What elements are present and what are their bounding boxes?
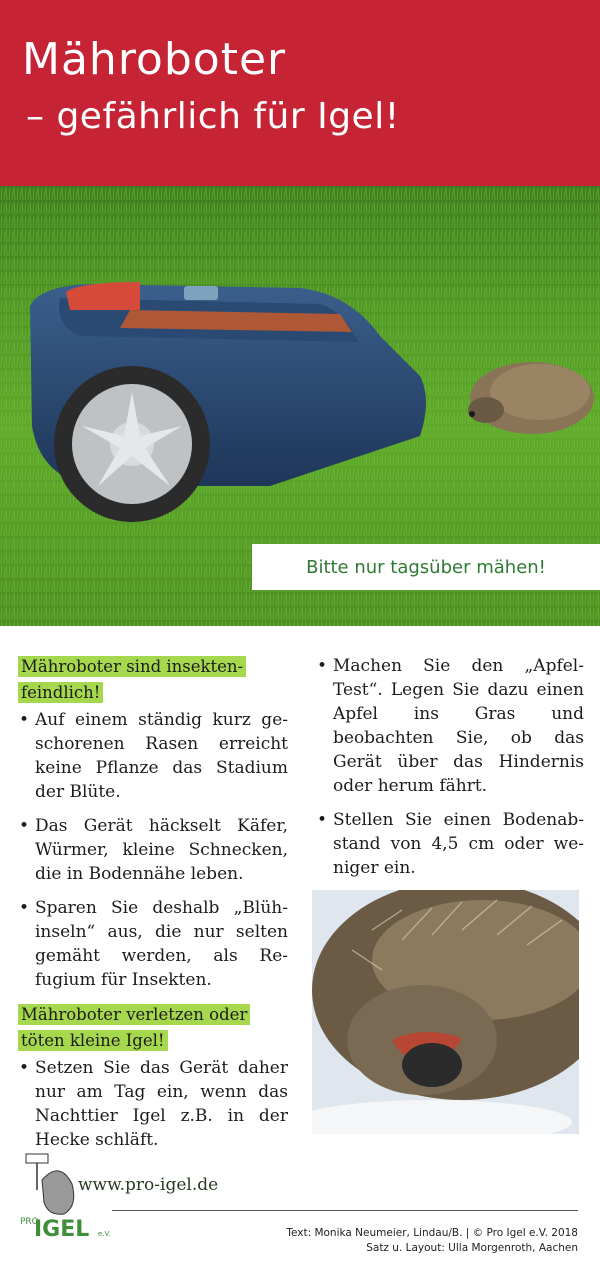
logo-text-igel: IGEL	[34, 1217, 90, 1240]
credit-layout: Satz u. Layout: Ulla Morgenroth, Aachen	[366, 1242, 578, 1254]
credit-text: Text: Monika Neumeier, Lindau/B. | © Pro Igel e.V. 2018	[286, 1227, 578, 1239]
section-heading-insects	[18, 654, 288, 706]
credits	[286, 1226, 578, 1256]
page-title: Mähroboter	[22, 34, 287, 85]
left-column	[18, 654, 288, 1162]
list-item: • Setzen Sie das Gerät daher nur am Tag ein, wenn das Nachttier Igel z.B. in der Hecke schläft.	[18, 1056, 288, 1152]
section-heading-line: Mähroboter sind insekten-	[18, 656, 246, 677]
hero-photo	[0, 186, 600, 626]
section-heading-hedgehogs	[18, 1002, 288, 1054]
section-heading-line: Mähroboter verletzen oder	[18, 1004, 250, 1025]
list-item: • Sparen Sie deshalb „Blüh-inseln“ aus, die nur selten gemäht werden, als Re-fugium für Insekten.	[18, 896, 288, 992]
hero-banner	[252, 544, 600, 590]
hedgehog-closeup-illustration	[312, 890, 579, 1134]
list-item: • Stellen Sie einen Bodenab-stand von 4,5 cm oder we-niger ein.	[316, 808, 584, 880]
footer-divider	[112, 1210, 578, 1211]
list-item: • Auf einem ständig kurz ge-schorenen Rasen erreicht keine Pflanze das Stadium der Blüte.	[18, 708, 288, 804]
injured-hedgehog-photo	[312, 890, 579, 1134]
list-item: • Das Gerät häckselt Käfer, Würmer, kleine Schnecken, die in Bodennähe leben.	[18, 814, 288, 886]
section-heading-line: feindlich!	[18, 682, 103, 703]
website-link[interactable]: www.pro-igel.de	[78, 1175, 219, 1195]
page-subtitle: – gefährlich für Igel!	[26, 96, 400, 137]
section-heading-line: töten kleine Igel!	[18, 1030, 168, 1051]
pro-igel-logo	[20, 1150, 120, 1240]
right-column	[316, 654, 584, 890]
list-item: • Machen Sie den „Apfel-Test“. Legen Sie dazu einen Apfel ins Gras und beobachten Sie, ob das Gerät über das Hindernis oder herum fährt.	[316, 654, 584, 798]
logo-text-ev: e.V.	[98, 1230, 111, 1238]
banner-text: Bitte nur tagsüber mähen!	[306, 556, 546, 578]
header-banner	[0, 0, 600, 186]
logo-text-pro: PRO	[20, 1217, 39, 1227]
